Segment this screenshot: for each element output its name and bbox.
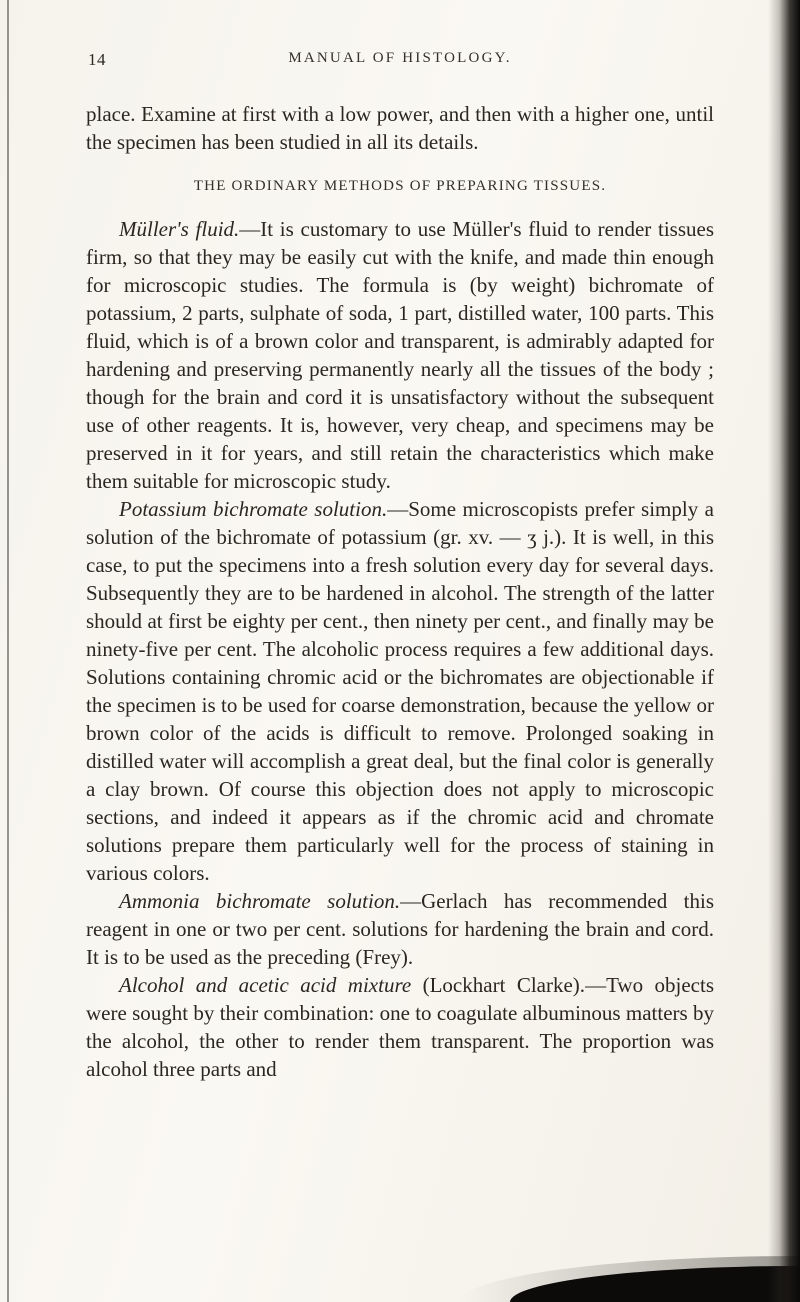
page-text-block — [86, 50, 714, 1083]
paragraph-text: —Some microscopists prefer simply a solution of the bichromate of potassium (gr. xv. — ʒ j.). It is well, in this case, to put the specimens into a fresh solution every day for several days. Subsequently they are to be hardened in alcohol. The strength of the latter should at first be eighty per cent., then ninety per cent., and finally may be ninety-five per cent. The alcoholic process requires a few additional days. Solutions containing chromic acid or the bichromates are objectionable if the specimen is to be used for coarse demonstration, because the yellow or brown color of the acids is difficult to remove. Prolonged soaking in distilled water will accomplish a great deal, but the final color is generally a clay brown. Of course this objection does not apply to microscopic sections, and indeed it appears as if the chromic acid and chromate solutions prepare them particularly well for the process of staining in various colors. — [86, 497, 714, 885]
section-heading: THE ORDINARY METHODS OF PREPARING TISSUES. — [193, 178, 607, 194]
reagent-name-potassium-bichromate: Potassium bichromate solution. — [119, 497, 388, 521]
page-number: 14 — [88, 50, 106, 69]
reagent-name-muellers-fluid: Müller's fluid. — [119, 217, 240, 241]
reagent-name-alcohol-acetic-acid: Alcohol and acetic acid mixture — [119, 973, 412, 997]
paragraph-potassium-bichromate — [86, 495, 714, 887]
scan-edge-left — [7, 0, 9, 1302]
paragraph-ammonia-bichromate — [86, 887, 714, 971]
intro-paragraph: place. Examine at first with a low power, and then with a higher one, until the specimen has been studied in all its details. — [86, 102, 714, 154]
paragraph-muellers-fluid — [86, 215, 714, 495]
running-title: MANUAL OF HISTOLOGY. — [288, 50, 512, 66]
page-header — [86, 50, 714, 74]
scan-edge-right — [768, 0, 800, 1302]
paragraph-text: —It is customary to use Müller's fluid to render tissues firm, so that they may be easily cut with the knife, and made thin enough for microscopic studies. The formula is (by weight) bichromate of potassium, 2 parts, sulphate of soda, 1 part, distilled water, 100 parts. This fluid, which is of a brown color and transparent, is admirably adapted for hardening and preserving permanently nearly all the tissues of the body ; though for the brain and cord it is unsatisfactory without the subsequent use of other reagents. It is, however, very cheap, and specimens may be preserved in it for years, and still retain the characteristics which make them suitable for microscopic study. — [86, 217, 714, 493]
paragraph-alcohol-acetic-acid — [86, 971, 714, 1083]
paragraph-attribution: (Lockhart Clarke). — [411, 973, 586, 997]
paragraph-text: —Gerlach has recommended this reagent in one or two per cent. solutions for hardening the brain and cord. It is to be used as the preceding (Frey). — [86, 889, 714, 969]
paragraph-text: —Two objects were sought by their combination: one to coagulate albuminous matters by the alcohol, the other to render them transparent. The proportion was alcohol three parts and — [86, 973, 714, 1081]
reagent-name-ammonia-bichromate: Ammonia bichromate solution. — [119, 889, 401, 913]
